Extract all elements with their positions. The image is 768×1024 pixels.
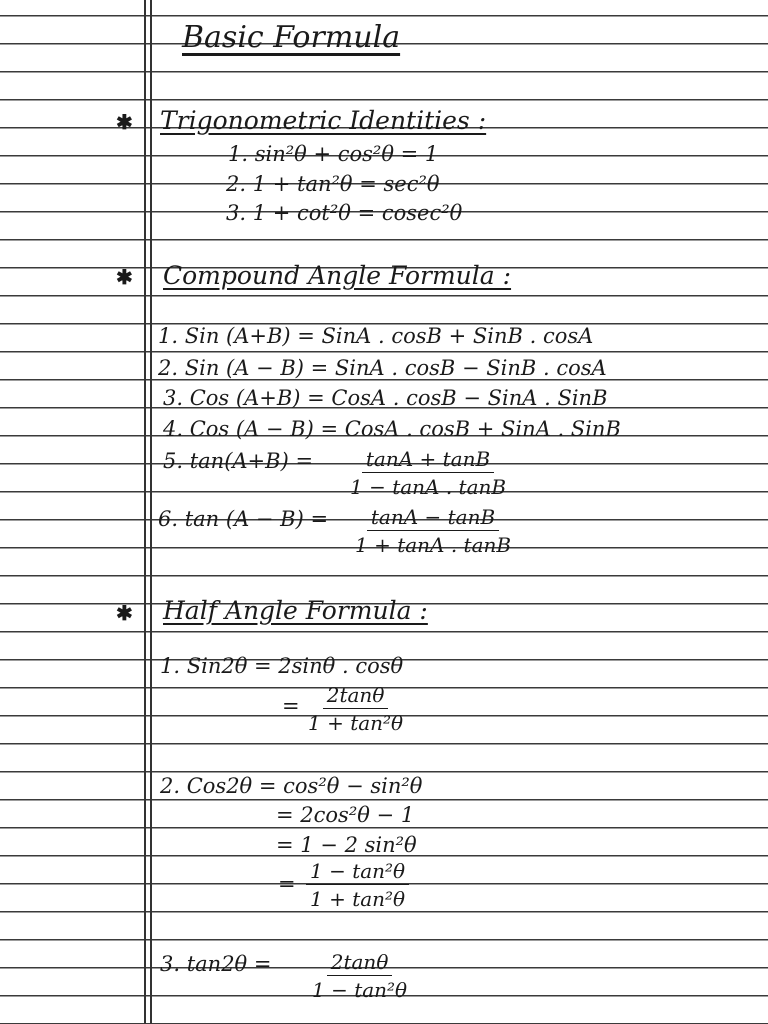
- tan2-lhs: 3. tan2θ =: [160, 952, 272, 976]
- tan-diff-fraction: [355, 505, 511, 557]
- sin2-denominator: 1 + tan²θ: [308, 711, 404, 735]
- compound-item-3: 3. Cos (A+B) = CosA . cosB − SinA . SinB: [163, 386, 608, 410]
- cos2-fraction: [306, 859, 409, 911]
- sin2-line-1: 1. Sin2θ = 2sinθ . cosθ: [160, 654, 404, 678]
- tan-sum-lhs: 5. tan(A+B) =: [163, 449, 314, 473]
- compound-heading: Compound Angle Formula :: [163, 261, 512, 290]
- sin2-numerator: 2tanθ: [323, 683, 389, 709]
- tan-sum-denominator: 1 − tanA . tanB: [350, 475, 507, 499]
- cos2-numerator: 1 − tan²θ: [306, 859, 409, 885]
- trig-item-1: 1. sin²θ + cos²θ = 1: [228, 142, 439, 166]
- tan-diff-denominator: 1 + tanA . tanB: [355, 533, 512, 557]
- sin2-fraction: [308, 683, 403, 735]
- cos2-equals: =: [278, 872, 296, 896]
- tan-sum-numerator: tanA + tanB: [362, 447, 494, 473]
- tan2-fraction: [312, 950, 407, 1002]
- tan2-numerator: 2tanθ: [327, 950, 393, 976]
- bullet-icon: ✱: [116, 265, 133, 289]
- bullet-icon: ✱: [116, 601, 133, 625]
- bullet-icon: ✱: [116, 110, 133, 134]
- cos2-line-3: = 1 − 2 sin²θ: [276, 833, 417, 857]
- cos2-line-2: = 2cos²θ − 1: [276, 803, 415, 827]
- cos2-line-1: 2. Cos2θ = cos²θ − sin²θ: [160, 774, 423, 798]
- margin-line-left: [144, 0, 146, 1024]
- compound-item-1: 1. Sin (A+B) = SinA . cosB + SinB . cosA: [158, 324, 594, 348]
- tan-sum-fraction: [350, 447, 506, 499]
- compound-item-2: 2. Sin (A − B) = SinA . cosB − SinB . cosA: [158, 356, 607, 380]
- trig-heading: Trigonometric Identities :: [160, 106, 487, 135]
- trig-item-3: 3. 1 + cot²θ = cosec²θ: [226, 201, 463, 225]
- tan-diff-lhs: 6. tan (A − B) =: [158, 507, 329, 531]
- cos2-denominator: 1 + tan²θ: [310, 887, 406, 911]
- compound-item-4: 4. Cos (A − B) = CosA . cosB + SinA . SinB: [163, 417, 621, 441]
- half-heading: Half Angle Formula :: [163, 596, 428, 625]
- page-title: Basic Formula: [182, 20, 401, 55]
- margin-line-right: [150, 0, 152, 1024]
- sin2-equals: =: [282, 694, 300, 718]
- tan-diff-numerator: tanA − tanB: [367, 505, 499, 531]
- trig-item-2: 2. 1 + tan²θ = sec²θ: [226, 172, 440, 196]
- tan2-denominator: 1 − tan²θ: [312, 978, 408, 1002]
